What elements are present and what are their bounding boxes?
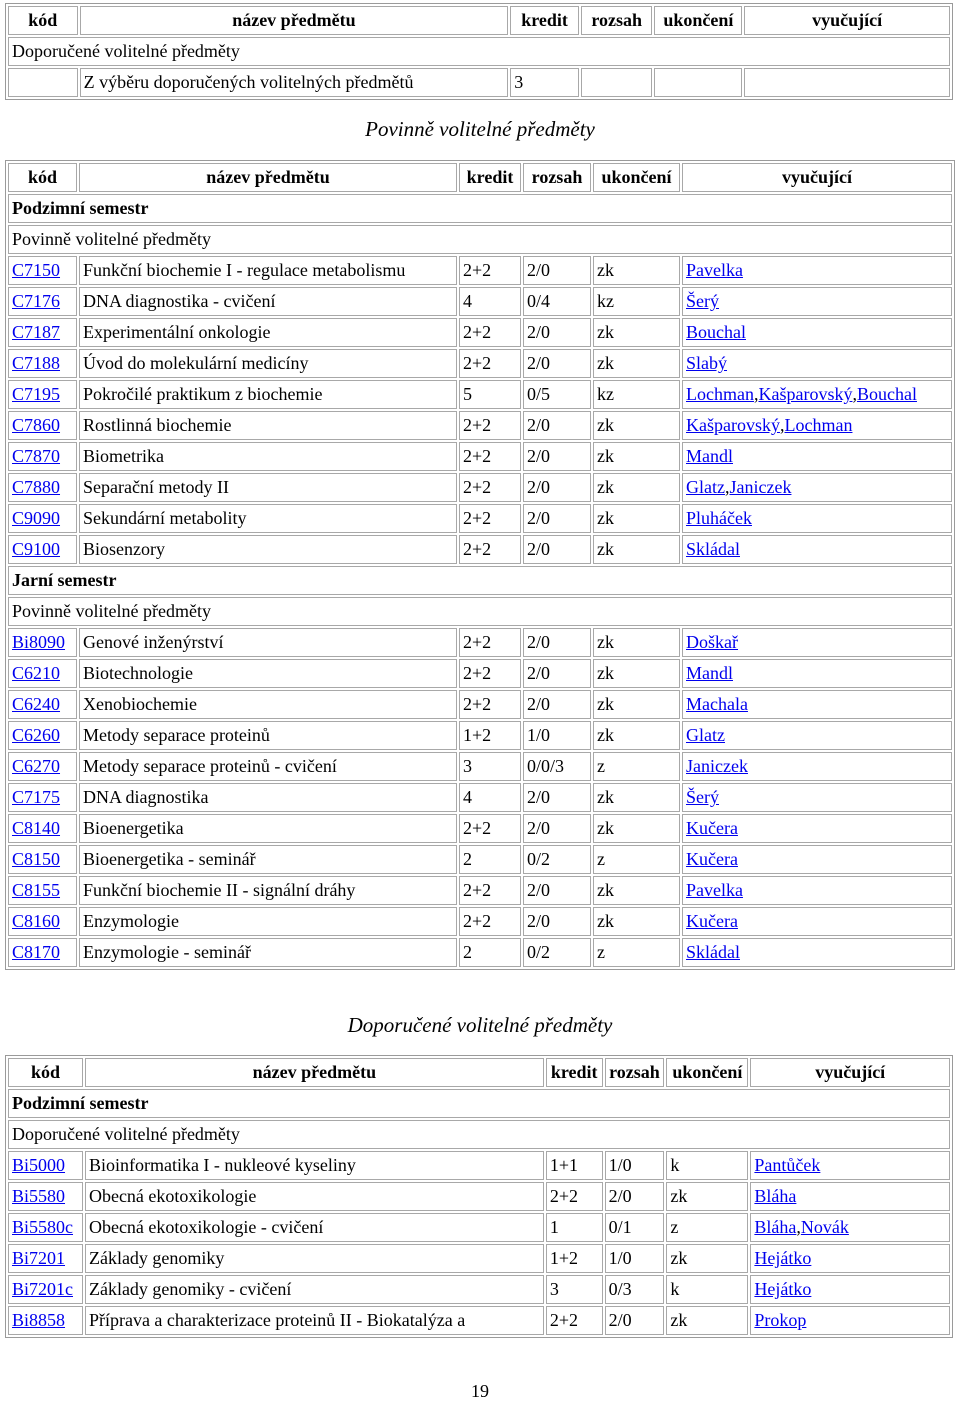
group-row [8,37,950,66]
course-teachers: Bláha,Novák [750,1213,950,1242]
course-name: Funkční biochemie I - regulace metabolismu [79,256,457,285]
course-completion: zk [593,442,680,471]
course-teachers [682,907,952,936]
course-teachers [682,814,952,843]
table-row [8,349,952,378]
course-code-link[interactable]: C8155 [12,880,61,900]
col-scope: rozsah [523,163,591,192]
course-code-cell [8,349,77,378]
course-credit: 2+2 [459,690,521,719]
teacher-link[interactable]: Kašparovský [686,415,780,435]
col-scope: rozsah [605,1058,665,1087]
course-credit: 1+1 [546,1151,603,1180]
course-teachers [682,442,952,471]
recommended-electives-table [5,1055,953,1338]
col-code: kód [8,1058,83,1087]
course-credit: 2+2 [459,411,521,440]
teacher-link[interactable]: Novák [800,1217,849,1237]
empty-cell [744,68,950,97]
course-scope: 2/0 [523,876,591,905]
course-completion: zk [593,473,680,502]
teacher-link[interactable]: Janiczek [729,477,792,497]
course-scope: 0/0/3 [523,752,591,781]
course-completion: zk [593,690,680,719]
course-completion: zk [593,876,680,905]
table-row [8,1275,950,1304]
course-scope: 1/0 [523,721,591,750]
course-code-cell [8,318,77,347]
group-row [8,597,952,626]
teacher-link[interactable]: Mandl [686,446,733,466]
course-teachers [750,1182,950,1211]
course-teachers [682,535,952,564]
course-teachers: Glatz,Janiczek [682,473,952,502]
course-credit: 2 [459,845,521,874]
course-completion: zk [593,721,680,750]
course-teachers [682,752,952,781]
course-code-cell [8,752,77,781]
course-teachers [750,1275,950,1304]
table-row [8,845,952,874]
course-code-link[interactable]: C7870 [12,446,61,466]
course-scope: 2/0 [523,349,591,378]
course-teachers [682,349,952,378]
course-credit: 2 [459,938,521,967]
teacher-link[interactable]: Kašparovský [758,384,853,404]
course-teachers [750,1151,950,1180]
course-credit: 2+2 [546,1306,603,1335]
course-scope: 2/0 [523,535,591,564]
course-completion: zk [593,659,680,688]
course-code-link[interactable]: C9090 [12,508,61,528]
course-code-link[interactable]: C7176 [12,291,61,311]
course-scope: 0/5 [523,380,591,409]
course-code-cell [8,1275,83,1304]
course-completion: zk [593,535,680,564]
course-scope: 2/0 [523,907,591,936]
course-completion: zk [593,907,680,936]
semester-label: Podzimní semestr [8,1089,950,1118]
course-credit: 2+2 [459,876,521,905]
recommended-electives-table-top [5,3,953,100]
course-code-link[interactable]: C7880 [12,477,61,497]
empty-cell [654,68,742,97]
table-row [8,721,952,750]
course-credit: 2+2 [459,535,521,564]
table-row [8,628,952,657]
course-completion: z [593,845,680,874]
course-credit: 1 [546,1213,603,1242]
course-teachers [682,318,952,347]
course-code-link[interactable]: C8160 [12,911,61,931]
table-row [8,411,952,440]
teacher-link[interactable]: Kučera [686,911,738,931]
course-code-cell [8,721,77,750]
course-code-cell [8,814,77,843]
course-completion: kz [593,287,680,316]
course-completion: zk [666,1306,748,1335]
table-row [8,380,952,409]
course-name: Bioenergetika - seminář [79,845,457,874]
course-credit: 4 [459,783,521,812]
course-code-link[interactable]: C6240 [12,694,61,714]
course-code-cell [8,1244,83,1273]
course-name: Xenobiochemie [79,690,457,719]
teacher-link[interactable]: Machala [686,694,748,714]
course-code-cell [8,380,77,409]
table-row [8,1244,950,1273]
course-scope: 2/0 [605,1182,665,1211]
course-code-link[interactable]: C7150 [12,260,61,280]
course-name: Rostlinná biochemie [79,411,457,440]
course-credit: 2+2 [459,907,521,936]
course-name: Enzymologie [79,907,457,936]
course-name: DNA diagnostika - cvičení [79,287,457,316]
group-row [8,1120,950,1149]
table-row [8,690,952,719]
course-name: Obecná ekotoxikologie [85,1182,544,1211]
table-row [8,473,952,502]
course-credit: 1+2 [546,1244,603,1273]
teacher-link[interactable]: Janiczek [686,756,748,776]
course-completion: zk [593,318,680,347]
course-teachers [682,690,952,719]
course-teachers [682,721,952,750]
course-scope: 0/4 [523,287,591,316]
course-code-link[interactable]: C8170 [12,942,61,962]
col-teacher: vyučující [682,163,952,192]
course-code-link[interactable]: C7195 [12,384,61,404]
course-code-link[interactable]: C7860 [12,415,61,435]
course-name: Bioenergetika [79,814,457,843]
table-row [8,783,952,812]
table-row [8,659,952,688]
course-code-cell [8,287,77,316]
teacher-link[interactable]: Hejátko [754,1279,812,1299]
course-completion: kz [593,380,680,409]
teacher-link[interactable]: Skládal [686,539,740,559]
course-code-cell [8,411,77,440]
course-name: Obecná ekotoxikologie - cvičení [85,1213,544,1242]
course-credit: 2+2 [546,1182,603,1211]
col-end: ukončení [593,163,680,192]
table-row [8,1213,950,1242]
course-credit: 5 [459,380,521,409]
course-scope: 2/0 [523,473,591,502]
col-code: kód [8,6,78,35]
course-name: Bioinformatika I - nukleové kyseliny [85,1151,544,1180]
teacher-link[interactable]: Bouchal [686,322,746,342]
group-label: Povinně volitelné předměty [8,597,952,626]
table-row [8,535,952,564]
course-scope: 2/0 [523,256,591,285]
course-name: Základy genomiky - cvičení [85,1275,544,1304]
col-name: název předmětu [79,163,457,192]
course-name: Biosenzory [79,535,457,564]
course-name: Metody separace proteinů - cvičení [79,752,457,781]
teacher-link[interactable]: Lochman [784,415,853,435]
course-credit: 2+2 [459,814,521,843]
teacher-link[interactable]: Pantůček [754,1155,821,1175]
teacher-link[interactable]: Pavelka [686,880,743,900]
col-code: kód [8,163,77,192]
course-code-link[interactable]: Bi7201c [12,1279,73,1299]
col-end: ukončení [666,1058,748,1087]
semester-row [8,566,952,595]
teacher-link[interactable]: Bláha [754,1217,797,1237]
teacher-link[interactable]: Hejátko [754,1248,812,1268]
col-scope: rozsah [581,6,653,35]
col-credit: kredit [546,1058,603,1087]
course-code-cell [8,1213,83,1242]
teacher-link[interactable]: Kučera [686,818,738,838]
header-row [8,163,952,192]
course-credit: 2+2 [459,442,521,471]
course-scope: 2/0 [523,783,591,812]
course-code-cell [8,504,77,533]
table-row [8,256,952,285]
course-code-cell [8,907,77,936]
course-code-cell [8,256,77,285]
table-row [8,504,952,533]
empty-cell [581,68,653,97]
teacher-link[interactable]: Šerý [686,787,719,807]
table-row [8,1306,950,1335]
course-code-cell [8,1182,83,1211]
teacher-link[interactable]: Mandl [686,663,733,683]
section-heading-recommended-electives: Doporučené volitelné předměty [347,1013,613,1037]
course-credit: 2+2 [459,473,521,502]
course-code-link[interactable]: C6270 [12,756,61,776]
course-teachers: Kašparovský,Lochman [682,411,952,440]
course-credit: 4 [459,287,521,316]
course-teachers: Lochman,Kašparovský,Bouchal [682,380,952,409]
table-row [8,68,950,97]
course-code-cell [8,690,77,719]
course-code-link[interactable]: Bi7201 [12,1248,66,1268]
course-completion: zk [593,256,680,285]
course-scope: 1/0 [605,1244,665,1273]
course-teachers [750,1306,950,1335]
course-name: Z výběru doporučených volitelných předmětů [80,68,509,97]
table-row [8,1182,950,1211]
course-name: Příprava a charakterizace proteinů II - Biokatalýza a [85,1306,544,1335]
course-completion: zk [666,1182,748,1211]
course-code-link[interactable]: C6260 [12,725,61,745]
table-row [8,1151,950,1180]
course-teachers [682,938,952,967]
course-completion: zk [593,349,680,378]
course-name: Enzymologie - seminář [79,938,457,967]
course-name: Funkční biochemie II - signální dráhy [79,876,457,905]
course-name: Separační metody II [79,473,457,502]
course-code-link[interactable]: Bi8090 [12,632,66,652]
teacher-link[interactable]: Skládal [686,942,740,962]
course-code-cell [8,68,78,97]
course-scope: 0/3 [605,1275,665,1304]
course-completion: zk [666,1244,748,1273]
group-label: Doporučené volitelné předměty [8,37,950,66]
course-code-link[interactable]: C6210 [12,663,61,683]
table-row [8,938,952,967]
semester-label: Jarní semestr [8,566,952,595]
course-code-cell [8,1151,83,1180]
teacher-link[interactable]: Slabý [686,353,728,373]
table-row [8,752,952,781]
course-name: Biotechnologie [79,659,457,688]
course-code-link[interactable]: Bi5580 [12,1186,66,1206]
course-completion: k [666,1275,748,1304]
group-row [8,225,952,254]
course-credit: 2+2 [459,349,521,378]
course-name: Genové inženýrství [79,628,457,657]
table-row [8,814,952,843]
course-scope: 0/2 [523,845,591,874]
course-credit: 2+2 [459,628,521,657]
table-row [8,907,952,936]
section-heading-compulsory-electives: Povinně volitelné předměty [365,117,595,141]
course-completion: z [666,1213,748,1242]
course-name: Experimentální onkologie [79,318,457,347]
teacher-link[interactable]: Pavelka [686,260,743,280]
course-scope: 0/1 [605,1213,665,1242]
course-code-cell [8,1306,83,1335]
course-code-link[interactable]: C7188 [12,353,61,373]
header-row [8,1058,950,1087]
table-row [8,287,952,316]
course-teachers [682,659,952,688]
course-name: Sekundární metabolity [79,504,457,533]
teacher-link[interactable]: Lochman [686,384,754,404]
course-name: Metody separace proteinů [79,721,457,750]
course-completion: zk [593,783,680,812]
teacher-link[interactable]: Bláha [754,1186,797,1206]
course-teachers [750,1244,950,1273]
col-teacher: vyučující [750,1058,950,1087]
header-row [8,6,950,35]
course-code-link[interactable]: Bi8858 [12,1310,66,1330]
course-completion: zk [593,504,680,533]
course-scope: 2/0 [523,411,591,440]
course-teachers [682,504,952,533]
compulsory-electives-table [5,160,955,970]
course-scope: 2/0 [523,504,591,533]
teacher-link[interactable]: Pluháček [686,508,752,528]
col-credit: kredit [510,6,579,35]
teacher-link[interactable]: Doškař [686,632,738,652]
group-label: Doporučené volitelné předměty [8,1120,950,1149]
course-teachers [682,287,952,316]
course-completion: z [593,752,680,781]
teacher-link[interactable]: Glatz [686,477,725,497]
course-scope: 2/0 [605,1306,665,1335]
course-code-cell [8,659,77,688]
col-teacher: vyučující [744,6,950,35]
course-code-link[interactable]: C7175 [12,787,61,807]
semester-label: Podzimní semestr [8,194,952,223]
course-credit: 2+2 [459,659,521,688]
col-name: název předmětu [85,1058,544,1087]
course-code-cell [8,535,77,564]
group-label: Povinně volitelné předměty [8,225,952,254]
semester-row [8,1089,950,1118]
course-code-cell [8,783,77,812]
teacher-link[interactable]: Prokop [754,1310,807,1330]
course-scope: 2/0 [523,442,591,471]
course-credit: 2+2 [459,256,521,285]
teacher-link[interactable]: Šerý [686,291,719,311]
course-name: Pokročilé praktikum z biochemie [79,380,457,409]
course-scope: 0/2 [523,938,591,967]
course-teachers [682,628,952,657]
course-completion: zk [593,411,680,440]
course-scope: 2/0 [523,814,591,843]
course-code-link[interactable]: C9100 [12,539,61,559]
table-row [8,442,952,471]
teacher-link[interactable]: Kučera [686,849,738,869]
table-row [8,876,952,905]
course-scope: 1/0 [605,1151,665,1180]
course-code-link[interactable]: C8150 [12,849,61,869]
course-code-cell [8,876,77,905]
course-teachers [682,256,952,285]
course-code-link[interactable]: Bi5000 [12,1155,66,1175]
course-credit: 3 [510,68,579,97]
course-teachers [682,783,952,812]
course-code-cell [8,938,77,967]
course-completion: zk [593,814,680,843]
course-code-link[interactable]: C8140 [12,818,61,838]
course-code-link[interactable]: C7187 [12,322,61,342]
course-credit: 2+2 [459,318,521,347]
col-credit: kredit [459,163,521,192]
course-scope: 2/0 [523,690,591,719]
teacher-link[interactable]: Bouchal [856,384,917,404]
course-name: Úvod do molekulární medicíny [79,349,457,378]
course-teachers [682,876,952,905]
course-code-cell [8,442,77,471]
semester-row [8,194,952,223]
course-teachers [682,845,952,874]
course-name: Základy genomiky [85,1244,544,1273]
course-name: Biometrika [79,442,457,471]
course-code-cell [8,845,77,874]
col-end: ukončení [654,6,742,35]
col-name: název předmětu [80,6,509,35]
page-number: 19 [471,1381,489,1401]
course-scope: 2/0 [523,318,591,347]
course-credit: 3 [546,1275,603,1304]
course-code-cell [8,628,77,657]
course-name: DNA diagnostika [79,783,457,812]
course-completion: k [666,1151,748,1180]
course-completion: zk [593,628,680,657]
course-code-link[interactable]: Bi5580c [12,1217,73,1237]
course-credit: 2+2 [459,504,521,533]
teacher-link[interactable]: Glatz [686,725,725,745]
course-credit: 3 [459,752,521,781]
course-code-cell [8,473,77,502]
course-credit: 1+2 [459,721,521,750]
course-scope: 2/0 [523,659,591,688]
table-row [8,318,952,347]
course-completion: z [593,938,680,967]
course-scope: 2/0 [523,628,591,657]
